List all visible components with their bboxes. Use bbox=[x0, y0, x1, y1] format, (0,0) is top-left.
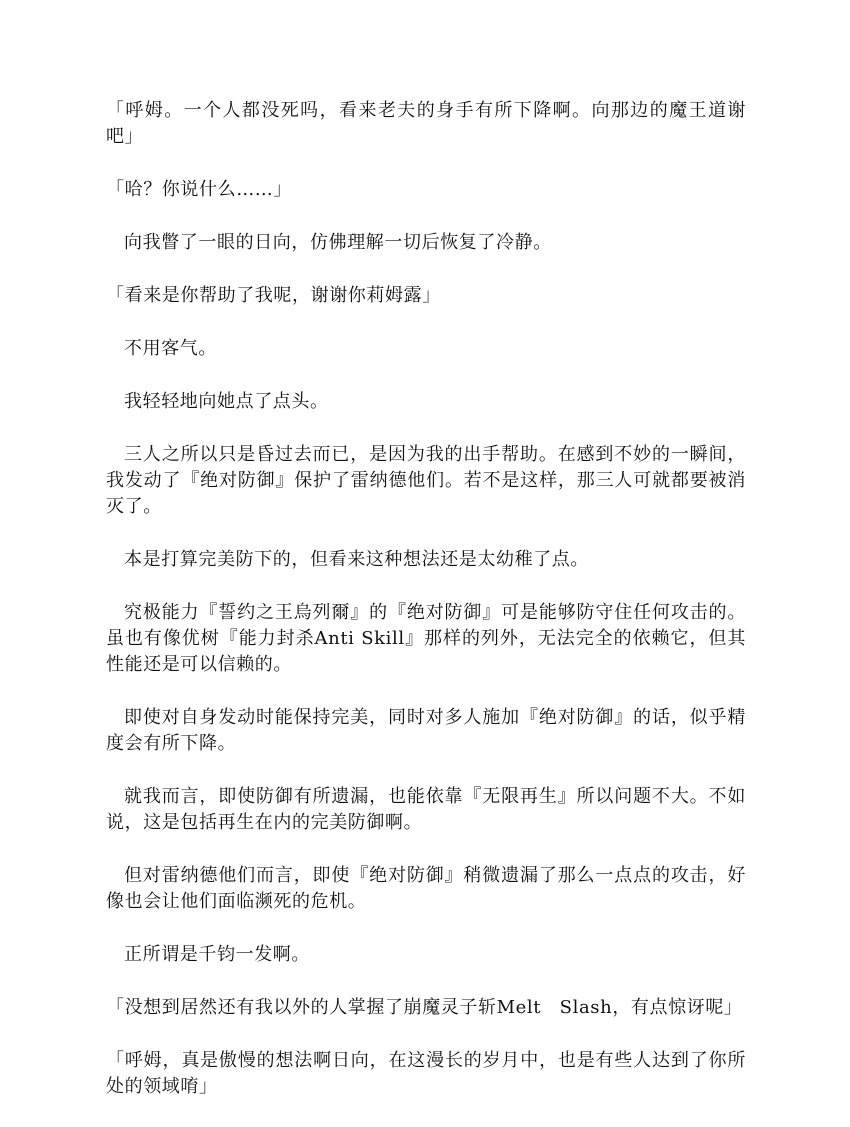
paragraph: 即使对自身发动时能保持完美，同时对多人施加『绝对防御』的话，似乎精度会有所下降。 bbox=[106, 707, 746, 754]
paragraph: 「呼姆，真是傲慢的想法啊日向，在这漫长的岁月中，也是有些人达到了你所处的领域唷」 bbox=[106, 1050, 746, 1097]
paragraph: 我轻轻地向她点了点头。 bbox=[124, 391, 329, 412]
paragraph: 「没想到居然还有我以外的人掌握了崩魔灵子斩Melt Slash，有点惊讶呢」 bbox=[106, 997, 743, 1018]
paragraph: 向我瞥了一眼的日向，仿佛理解一切后恢复了冷静。 bbox=[124, 232, 552, 253]
paragraph: 本是打算完美防下的，但看来这种想法还是太幼稚了点。 bbox=[124, 549, 589, 570]
paragraph: 正所谓是千钧一发啊。 bbox=[124, 944, 310, 965]
paragraph: 就我而言，即使防御有所遗漏，也能依靠『无限再生』所以问题不大。不如说，这是包括再生在内的完美防御啊。 bbox=[106, 786, 746, 833]
paragraph: 不用客气。 bbox=[124, 338, 217, 359]
paragraph: 「看来是你帮助了我呢，谢谢你莉姆露」 bbox=[106, 285, 441, 306]
paragraph: 三人之所以只是昏过去而已，是因为我的出手帮助。在感到不妙的一瞬间，我发动了『绝对防御』保护了雷纳德他们。若不是这样，那三人可就都要被消灭了。 bbox=[106, 444, 746, 517]
paragraph: 「呼姆。一个人都没死吗，看来老夫的身手有所下降啊。向那边的魔王道谢吧」 bbox=[106, 100, 746, 147]
paragraph: 但对雷纳德他们而言，即使『绝对防御』稍微遗漏了那么一点点的攻击，好像也会让他们面临濒死的危机。 bbox=[106, 865, 746, 912]
paragraph: 「哈？你说什么……」 bbox=[106, 179, 292, 200]
paragraph: 究极能力『誓约之王烏列爾』的『绝对防御』可是能够防守住任何攻击的。虽也有像优树『能力封杀Anti Skill』那样的列外，无法完全的依赖它，但其性能还是可以信赖的。 bbox=[106, 602, 746, 675]
document-page bbox=[106, 98, 746, 1127]
